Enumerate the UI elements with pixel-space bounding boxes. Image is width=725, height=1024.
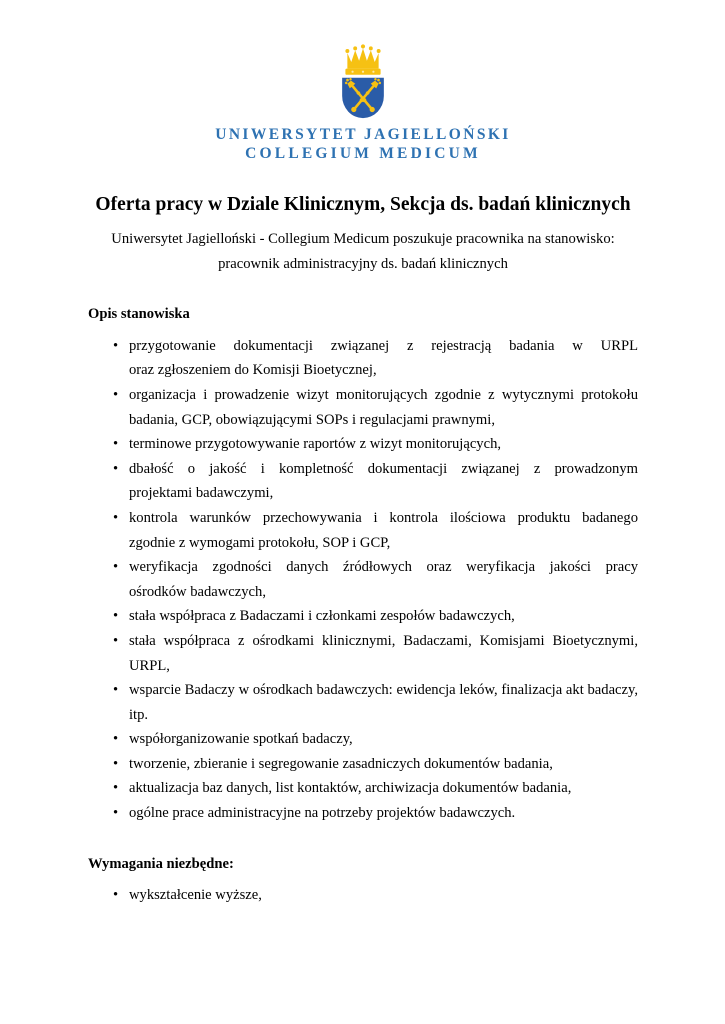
list-item [88, 334, 638, 383]
list-item [88, 776, 638, 801]
university-name: UNIWERSYTET JAGIELLOŃSKI [215, 126, 511, 143]
bullet-icon: • [113, 608, 119, 625]
requirements-list [88, 883, 638, 908]
list-item-text: stała współpraca z ośrodkami klinicznymi, Badaczami, Komisjami Bioetycznymi, URPL, [129, 632, 638, 674]
bullet-icon: • [113, 887, 119, 904]
list-item [88, 555, 638, 604]
bullet-icon: • [113, 805, 119, 822]
bullet-icon: • [113, 509, 119, 526]
bullet-icon: • [113, 682, 119, 699]
bullet-icon: • [113, 780, 119, 797]
section-heading-opis-stanowiska: Opis stanowiska [88, 306, 190, 323]
list-item [88, 801, 638, 826]
bullet-icon: • [113, 460, 119, 477]
list-item [88, 604, 638, 629]
list-item [88, 727, 638, 752]
list-item-text: weryfikacja zgodności danych źródłowych oraz weryfikacja jakości pracy [129, 559, 638, 576]
list-item-text: ośrodków badawczych, [129, 583, 266, 600]
list-item-text: oraz zgłoszeniem do Komisji Bioetycznej, [129, 362, 377, 379]
intro-line-1: Uniwersytet Jagielloński - Collegium Medicum poszukuje pracownika na stanowisko: [111, 231, 615, 247]
list-item [88, 752, 638, 777]
list-item-text: wykształcenie wyższe, [129, 887, 262, 904]
list-item-text: współorganizowanie spotkań badaczy, [129, 731, 353, 748]
list-item-text: wsparcie Badaczy w ośrodkach badawczych: ewidencja leków, finalizacja akt badaczy, itp. [129, 682, 638, 723]
bullet-icon: • [113, 386, 119, 403]
bullet-icon: • [113, 436, 119, 453]
intro-line-2: pracownik administracyjny ds. badań klinicznych [218, 255, 508, 272]
list-item [88, 678, 638, 727]
page-title: Oferta pracy w Dziale Klinicznym, Sekcja ds. badań klinicznych [95, 194, 631, 215]
list-item-text: przygotowanie dokumentacji związanej z rejestracją badania w URPL [129, 337, 638, 354]
section-heading-wymagania-niezbedne: Wymagania niezbędne: [88, 855, 234, 872]
list-item-text: tworzenie, zbieranie i segregowanie zasadniczych dokumentów badania, [129, 755, 553, 772]
list-item [88, 432, 638, 457]
list-item-text: terminowe przygotowywanie raportów z wizyt monitorujących, [129, 436, 502, 453]
uj-coat-of-arms-icon [330, 36, 396, 122]
bullet-icon: • [113, 559, 119, 576]
list-item [88, 883, 638, 908]
bullet-icon: • [113, 731, 119, 748]
list-item-text: stała współpraca z Badaczami i członkami zespołów badawczych, [129, 608, 515, 625]
bullet-icon: • [113, 755, 119, 772]
bullet-icon: • [113, 632, 119, 649]
list-item-text: projektami badawczymi, [129, 485, 274, 502]
list-item [88, 506, 638, 555]
list-item-text: aktualizacja baz danych, list kontaktów, archiwizacja dokumentów badania, [129, 780, 572, 797]
list-item-text: ogólne prace administracyjne na potrzeby projektów badawczych. [129, 805, 516, 822]
list-item-text: zgodnie z wymogami protokołu, SOP i GCP, [129, 534, 391, 551]
university-logo [88, 36, 638, 163]
list-item-text: organizacja i prowadzenie wizyt monitorujących zgodnie z wytycznymi protokołu badania, GCP, obowiązującymi SOPs i regulacjami prawnymi, [129, 386, 638, 428]
list-item [88, 383, 638, 432]
bullet-icon: • [113, 337, 119, 354]
list-item [88, 457, 638, 506]
crown-icon [345, 44, 380, 74]
collegium-medicum-name: COLLEGIUM MEDICUM [245, 145, 481, 162]
list-item [88, 629, 638, 678]
list-item-text: dbałość o jakość i kompletność dokumentacji związanej z prowadzonym [129, 460, 638, 477]
position-description-list [88, 334, 638, 826]
list-item-text: kontrola warunków przechowywania i kontrola ilościowa produktu badanego [129, 509, 638, 526]
